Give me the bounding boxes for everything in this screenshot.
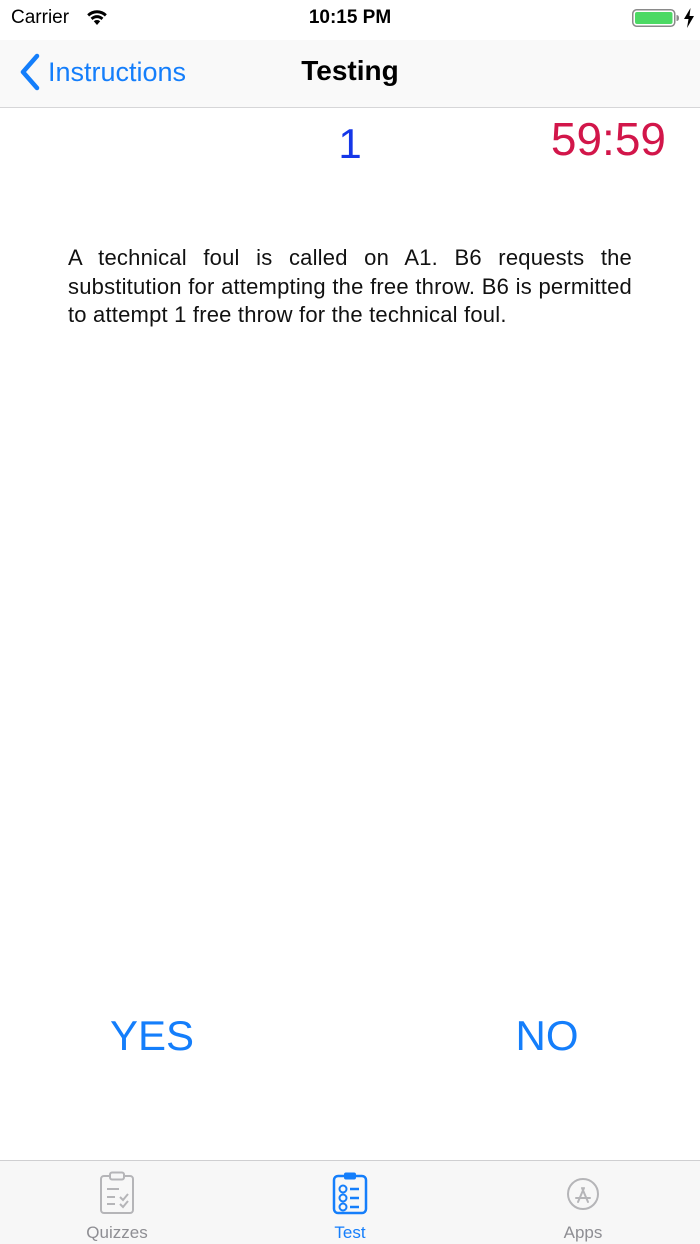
status-time: 10:15 PM — [308, 7, 392, 28]
tab-apps-label: Apps — [563, 1223, 603, 1242]
question-text: A technical foul is called on A1. B6 requests the substitution for attempting the free throw. B6 is permitted to attempt 1 free throw for the technical foul. — [68, 245, 632, 327]
tab-bar — [0, 1160, 700, 1244]
tab-test[interactable] — [280, 1161, 420, 1244]
back-button-label: Instructions — [48, 56, 187, 87]
no-button[interactable]: NO — [500, 1008, 594, 1064]
status-bar — [0, 0, 700, 40]
tab-quizzes-label: Quizzes — [86, 1223, 148, 1242]
test-list-icon — [332, 1171, 368, 1215]
clipboard-checklist-icon — [99, 1171, 135, 1215]
navigation-bar — [0, 40, 700, 108]
countdown-timer: 59:59 — [550, 113, 666, 165]
battery-icon — [632, 9, 680, 27]
app-store-icon — [565, 1171, 601, 1215]
charging-bolt-icon — [683, 8, 695, 28]
tab-quizzes[interactable] — [47, 1161, 187, 1244]
question-number: 1 — [338, 120, 362, 167]
tab-test-label: Test — [334, 1223, 366, 1242]
carrier-label: Carrier — [11, 7, 70, 28]
tab-apps[interactable] — [513, 1161, 653, 1244]
page-title: Testing — [301, 55, 399, 86]
yes-button[interactable]: YES — [100, 1008, 204, 1064]
